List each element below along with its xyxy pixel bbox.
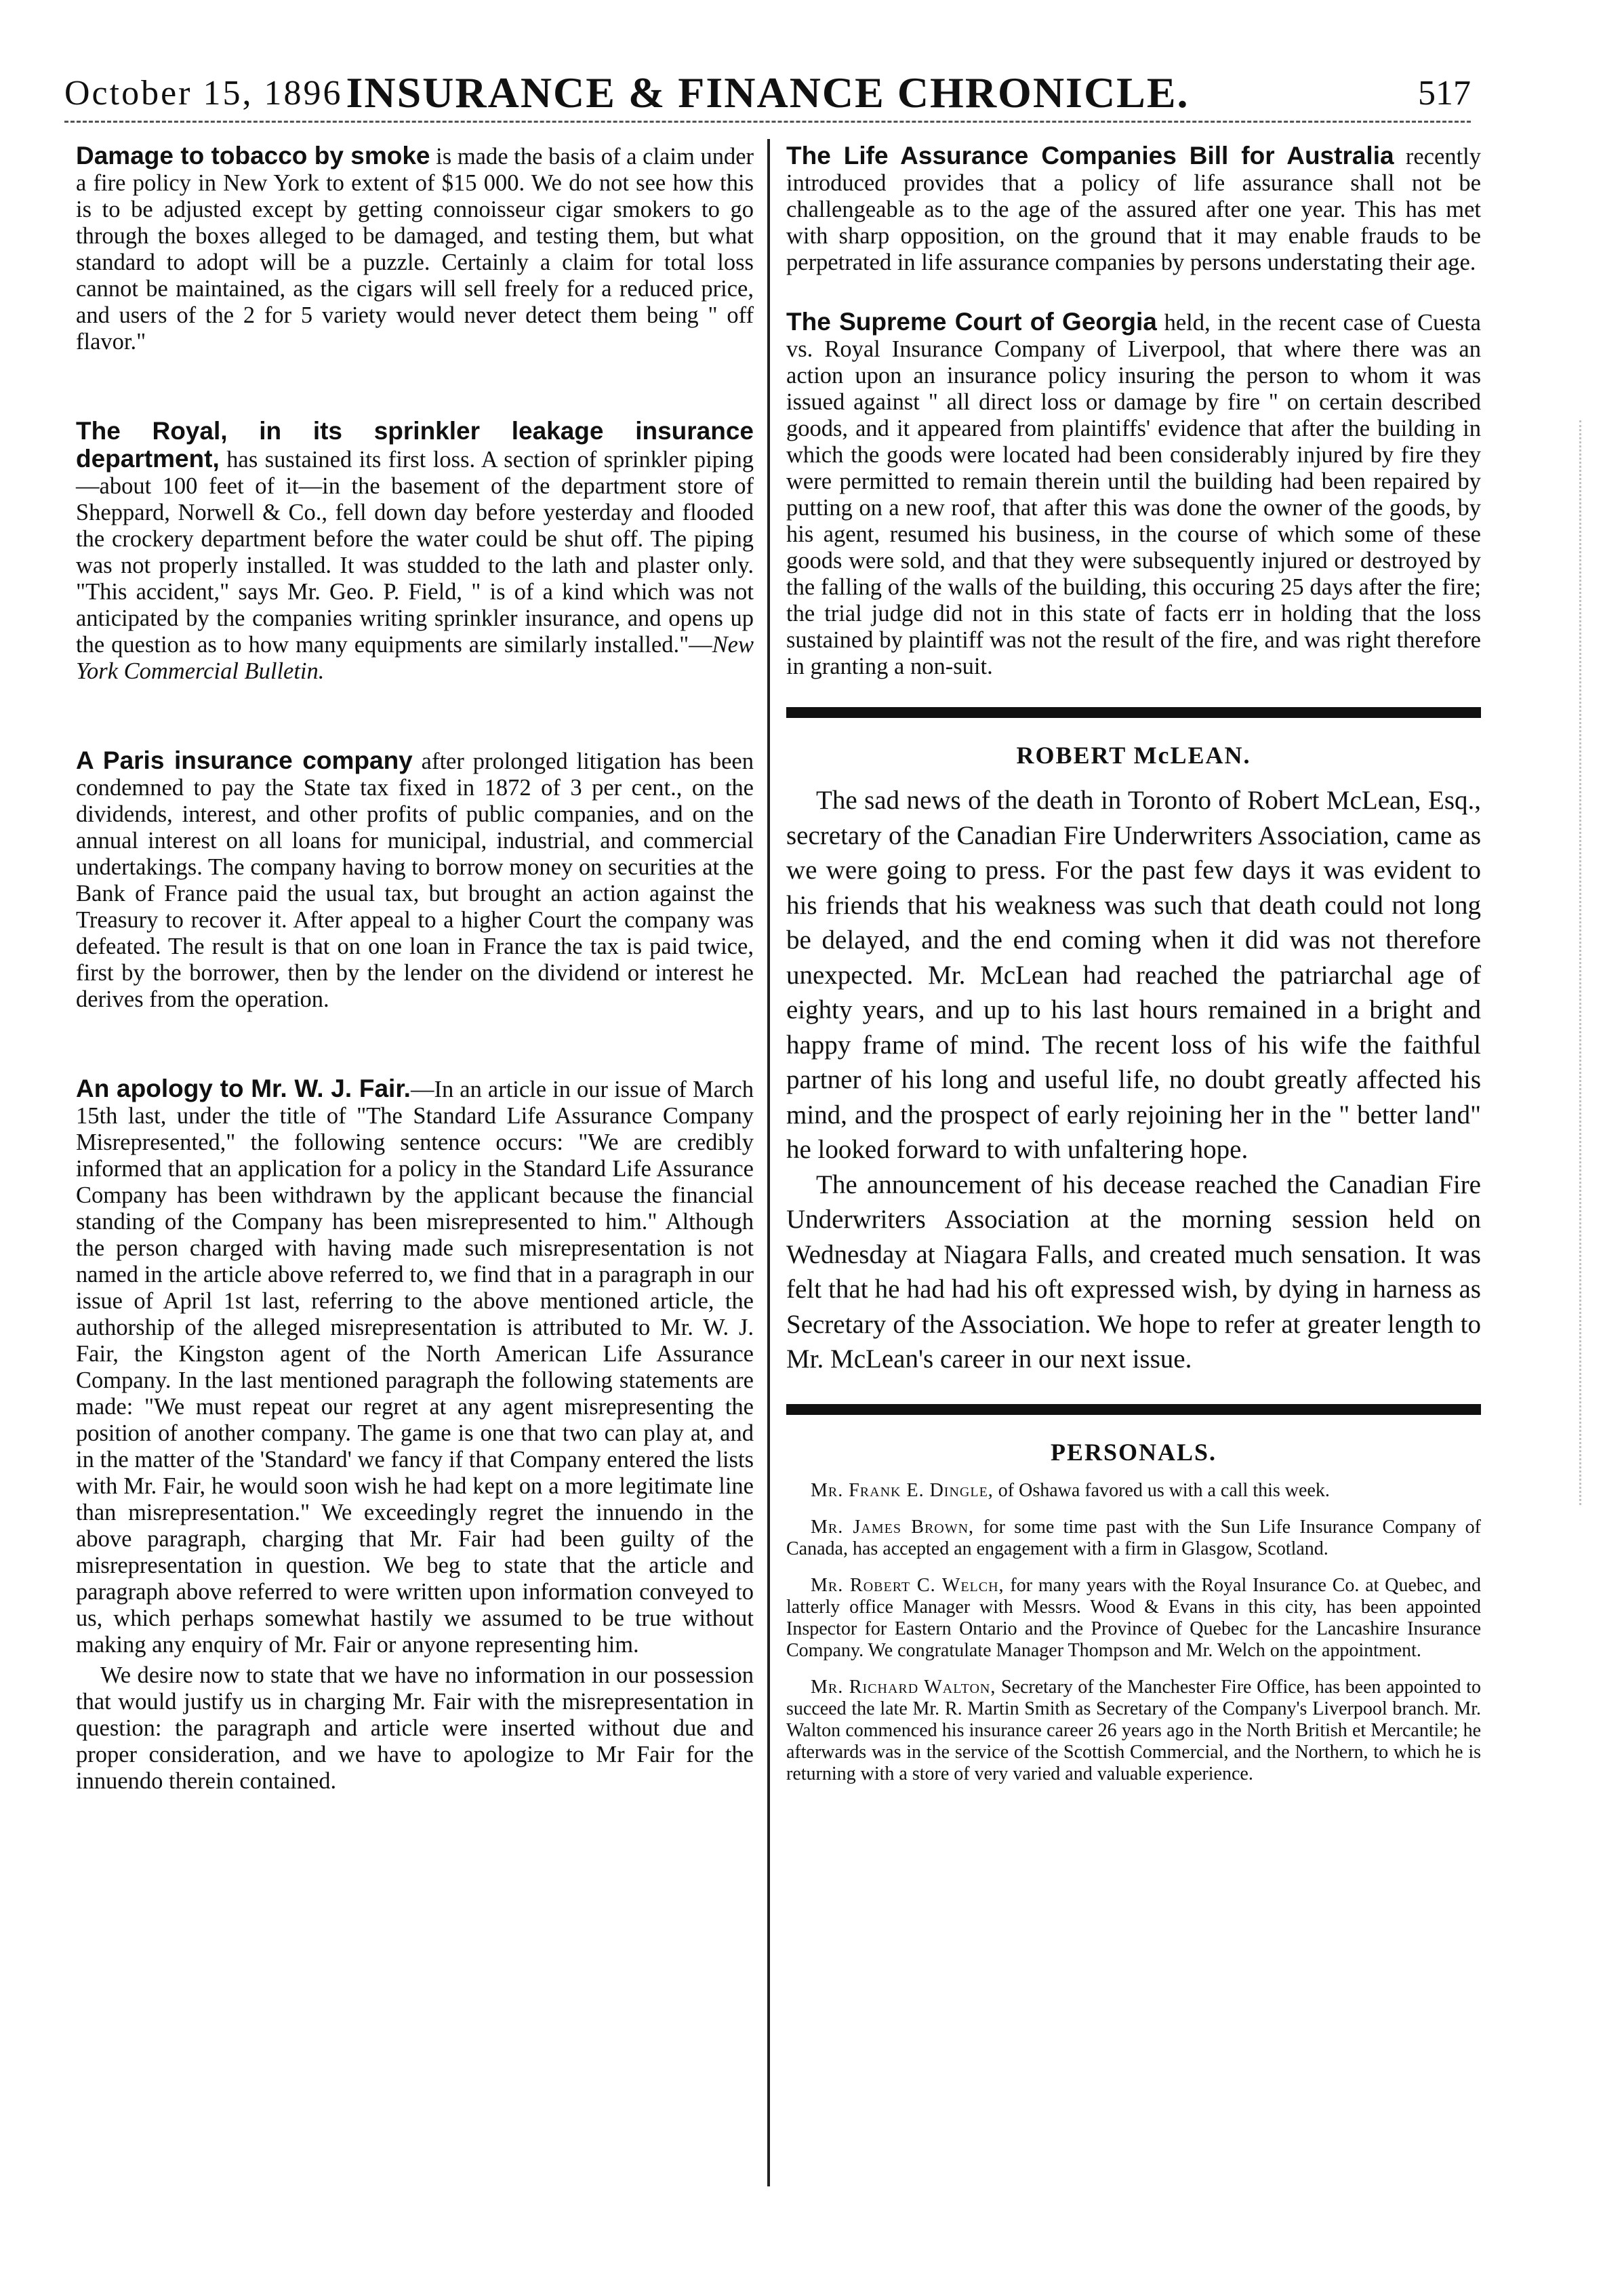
- article-lead: The Royal, in its sprinkler leakage insurance department,: [76, 417, 754, 473]
- personal-item: [786, 1517, 1481, 1560]
- article-lead: The Supreme Court of Georgia: [786, 308, 1157, 336]
- page-number: 517: [1418, 74, 1471, 113]
- article-source: New York Commercial Bulletin.: [76, 632, 754, 684]
- publication-title: INSURANCE & FINANCE CHRONICLE.: [346, 68, 1190, 117]
- article-body: —In an article in our issue of March 15th last, under the title of "The Standard Life Assurance Company Misrepresented," the following sentence occurs: "We are credibly informed that an application for a policy in the Standard Life Assurance Company has been withdrawn by the applicant because the financial standing of the Company has been misrepresented to him." Although the person charged with having made such misrepresentation is not named in the article above referred to, we find that in a paragraph in our issue of April 1st last, referring to the above mentioned article, the authorship of the alleged misrepresentation is attributed to Mr. W. J. Fair, the Kingston agent of the North American Life Assurance Company. In the last mentioned paragraph the following statements are made: "We must repeat our regret at any agent misrepresenting the position of another company. The game is one that two can play at, and in the matter of the 'Standard' we fancy if that Company entered the lists with Mr. Fair, he would soon wish he had kept on a more legitimate line than misrepresentation." We exceedingly regret the innuendo in the above paragraph, charging that Mr. Fair had been guilty of the misrepresentation in question. We beg to state that the article and paragraph above referred to were written upon information conveyed to us, which perhaps somewhat hastily we assumed to be true without making any enquiry of Mr. Fair or anyone representing him.: [76, 1077, 754, 1658]
- article-body: has sustained its first loss. A section of sprinkler piping—about 100 feet of it—in the basement of the department store of Sheppard, Norwell & Co., fell down day before yesterday and flooded the crockery department before the water could be shut off. The piping was not properly installed. It was studded to the lath and plaster only. "This accident," says Mr. Geo. P. Field, " is of a kind which was not anticipated by the companies writing sprinkler insurance, and opens up the question as to how many equipments are similarly installed."—: [76, 447, 754, 658]
- margin-scan-marks: [1579, 420, 1591, 1505]
- article-body: held, in the recent case of Cuesta vs. Royal Insurance Company of Liverpool, that where there was an action upon an insurance policy insuring the person to whom it was issued against " all direct loss or damage by fire " on certain described goods, and it appeared from plaintiffs' evidence that after the building in which the goods were located had been considerably injured by fire they were permitted to remain therein until the building had been repaired by putting on a new roof, that after this was done the owner of the goods, by his agent, resumed his business, in the course of which some of these goods were sold, and that they were subsequently injured or destroyed by the falling of the walls of the building, this occuring 25 days after the fire; the trial judge did not in this state of facts err in holding that the loss sustained by plaintiff was not the result of the fire, and was right therefore in granting a non-suit.: [786, 310, 1481, 679]
- personal-text: Secretary of the Manchester Fire Office, has been appointed to succeed the late Mr. R. Martin Smith as Secretary of the Company's Liverpool branch. Mr. Walton commenced his insurance career 26 years ago in the North British et Mercantile; he afterwards was in the service of the Scottish Commercial, and the Northern, to which he is returning with a store of very varied and valuable experience.: [786, 1676, 1481, 1784]
- article-lead: Damage to tobacco by smoke: [76, 142, 430, 169]
- obituary-paragraph: The sad news of the death in Toronto of Robert McLean, Esq., secretary of the Canadian Fire Underwriters Association, came as we were going to press. For the past few days it was evident to his friends that his weakness was such that death could not long be delayed, and the end coming when it did was not therefore unexpected. Mr. McLean had reached the patriarchal age of eighty years, and up to his last hours remained in a bright and happy frame of mind. The recent loss of his wife the faithful partner of his long and useful life, no doubt greatly affected his mind, and the prospect of early rejoining her in the " better land" he looked forward to with unfaltering hope.: [786, 786, 1481, 1164]
- article-body: is made the basis of a claim under a fire policy in New York to extent of $15 000. We do not see how this is to be adjusted except by getting connoisseur cigar smokers to go through the boxes alleged to be damaged, and testing them, but what standard to adopt will be a puzzle. Certainly a claim for total loss cannot be maintained, as the cigars will sell freely for a reduced price, and users of the 2 for 5 variety would never detect them being " off flavor.": [76, 144, 754, 355]
- personal-text: for some time past with the Sun Life Insurance Company of Canada, has accepted an engagement with a firm in Glasgow, Scotland.: [786, 1516, 1481, 1559]
- article-lead: An apology to Mr. W. J. Fair.: [76, 1075, 411, 1102]
- article-life-assurance-bill: [786, 142, 1481, 276]
- article-royal-sprinkler: [76, 418, 754, 685]
- personal-name: Mr. Robert C. Welch,: [811, 1574, 1004, 1596]
- personal-item: [786, 1480, 1481, 1502]
- right-column: [786, 142, 1481, 1800]
- personal-text: of Oshawa favored us with a call this week.: [993, 1479, 1330, 1501]
- personal-name: Mr. Frank E. Dingle,: [811, 1479, 994, 1501]
- personal-name: Mr. Richard Walton,: [811, 1676, 996, 1698]
- article-georgia-court: [786, 308, 1481, 680]
- article-body: after prolonged litigation has been condemned to pay the State tax fixed in 1872 of 3 per cent., on the dividends, interest, and other profits of public companies, and on the annual interest on all loans for municipal, industrial, and commercial undertakings. The company having to borrow money on securities at the Bank of France paid the usual tax, but brought an action against the Treasury to recover it. After appeal to a higher Court the company was defeated. The result is that on one loan in France the tax is paid twice, first by the borrower, then by the lender on the dividend or interest he derives from the operation.: [76, 748, 754, 1012]
- personal-text: for many years with the Royal Insurance Co. at Quebec, and latterly office Manager with Messrs. Wood & Evans in this city, has been appointed Inspector for Eastern Ontario and the Province of Quebec for the Lancashire Insurance Company. We congratulate Manager Thompson and Mr. Welch on the appointment.: [786, 1574, 1481, 1661]
- article-body: recently introduced provides that a policy of life assurance shall not be challengeable as to the age of the assured after one year. This has met with sharp opposition, on the ground that it may enable frauds to be perpetrated in life assurance companies by persons understating their age.: [786, 144, 1481, 275]
- obituary-paragraph: The announcement of his decease reached the Canadian Fire Underwriters Association at the morning session held on Wednesday at Niagara Falls, and created much sensation. It was felt that he had had his oft expressed wish, by dying in harness as Secretary of the Association. We hope to refer at greater length to Mr. McLean's career in our next issue.: [786, 1169, 1481, 1374]
- article-tobacco-smoke: [76, 142, 754, 355]
- personal-name: Mr. James Brown,: [811, 1516, 975, 1538]
- section-rule: [786, 707, 1481, 718]
- article-paris-insurance: [76, 747, 754, 1013]
- section-rule: [786, 1404, 1481, 1415]
- article-lead: A Paris insurance company: [76, 746, 413, 774]
- personals-heading: PERSONALS.: [1050, 1438, 1217, 1466]
- column-divider: [767, 139, 770, 2186]
- obituary-heading: ROBERT McLEAN.: [1016, 742, 1251, 769]
- article-apology-continued: We desire now to state that we have no information in our possession that would justify us in charging Mr. Fair with the misrepresentation in question: the paragraph and article were inserted without due and proper consideration, and we have to apologize to Mr Fair for the innuendo therein contained.: [76, 1662, 754, 1794]
- article-lead: The Life Assurance Companies Bill for Australia: [786, 142, 1394, 169]
- personal-item: [786, 1677, 1481, 1785]
- article-apology-fair: [76, 1075, 754, 1658]
- masthead: [64, 68, 1471, 122]
- left-column: [76, 142, 754, 1795]
- personal-item: [786, 1575, 1481, 1662]
- issue-date: October 15, 1896: [64, 74, 343, 113]
- header-rule: [64, 121, 1471, 127]
